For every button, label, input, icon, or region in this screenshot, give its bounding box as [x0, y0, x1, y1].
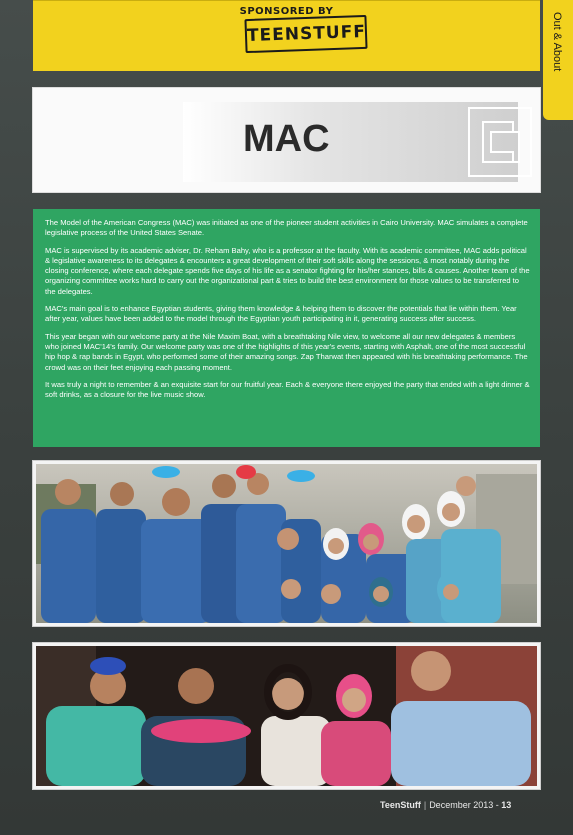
page-number: 13 [501, 800, 512, 810]
sponsor-banner [33, 0, 540, 71]
article-body [33, 209, 540, 447]
party-photo-image [36, 646, 537, 786]
section-tab [543, 0, 573, 120]
title-card [33, 88, 540, 192]
teenstuff-logo-text: TEENSTUFF [246, 21, 367, 47]
article-paragraph: This year began with our welcome party at the Nile Maxim Boat, with a breathtaking Nile view, to welcome all our new delegates & members who joined MAC'14's family. Our welcome party was one of the highlights of this year's events, starting with Asphalt, one of the most successful hip hop & rap bands in Egypt, who performed some of their amazing songs. Zap Tharwat then appeared with his breathtaking performance. The crowd was on their feet enjoying each passing moment. [45, 331, 528, 372]
article-paragraph: MAC's main goal is to enhance Egyptian students, giving them knowledge & helping them to discover the potentials that lie within them. Year after year, values have been added to the model through the Egyptian youth participating in it, generating success after success. [45, 304, 517, 324]
party-photo-illustration [36, 646, 537, 786]
article-paragraph: It was truly a night to remember & an exquisite start for our fruitful year. Each & everyone there enjoyed the party that ended with a light dinner & soft drinks, as a closure for the live music show. [45, 379, 530, 400]
section-tab-label: Out & About [551, 12, 563, 72]
article-text [45, 218, 530, 407]
footer-dash: - [493, 800, 502, 810]
footer-issue: December 2013 [429, 800, 494, 810]
footer-brand: TeenStuff [380, 800, 421, 810]
group-photo-illustration [36, 464, 537, 623]
group-photo [33, 461, 540, 626]
party-photo [33, 643, 540, 789]
page-footer [380, 800, 511, 810]
article-paragraph: MAC is supervised by its academic adviser, Dr. Reham Bahy, who is a professor at the faculty. With its academic committee, MAC adds political & legislative awareness to its delegates & encounters a great development of their soft skills along the sessions, & most notably during the closing conference, where each delegate spends five days of his life as a senator fighting for his/her stances, bills & causes. Another team of the organizing committee works hard to carry out the organizational part & tries to build the best environment for those values to be transferred to the delegates. [45, 245, 530, 296]
sponsored-by-heading: SPONSORED BY [239, 6, 334, 17]
article-paragraph: The Model of the American Congress (MAC) was initiated as one of the pioneer student activities in Cairo University. MAC simulates a complete legislative process of the United States Senate. [45, 218, 528, 238]
article-title: MAC [243, 118, 330, 160]
teenstuff-logo [244, 15, 367, 53]
mac-logo-icon [465, 102, 535, 182]
footer-separator: | [423, 800, 427, 810]
group-photo-image [36, 464, 537, 623]
